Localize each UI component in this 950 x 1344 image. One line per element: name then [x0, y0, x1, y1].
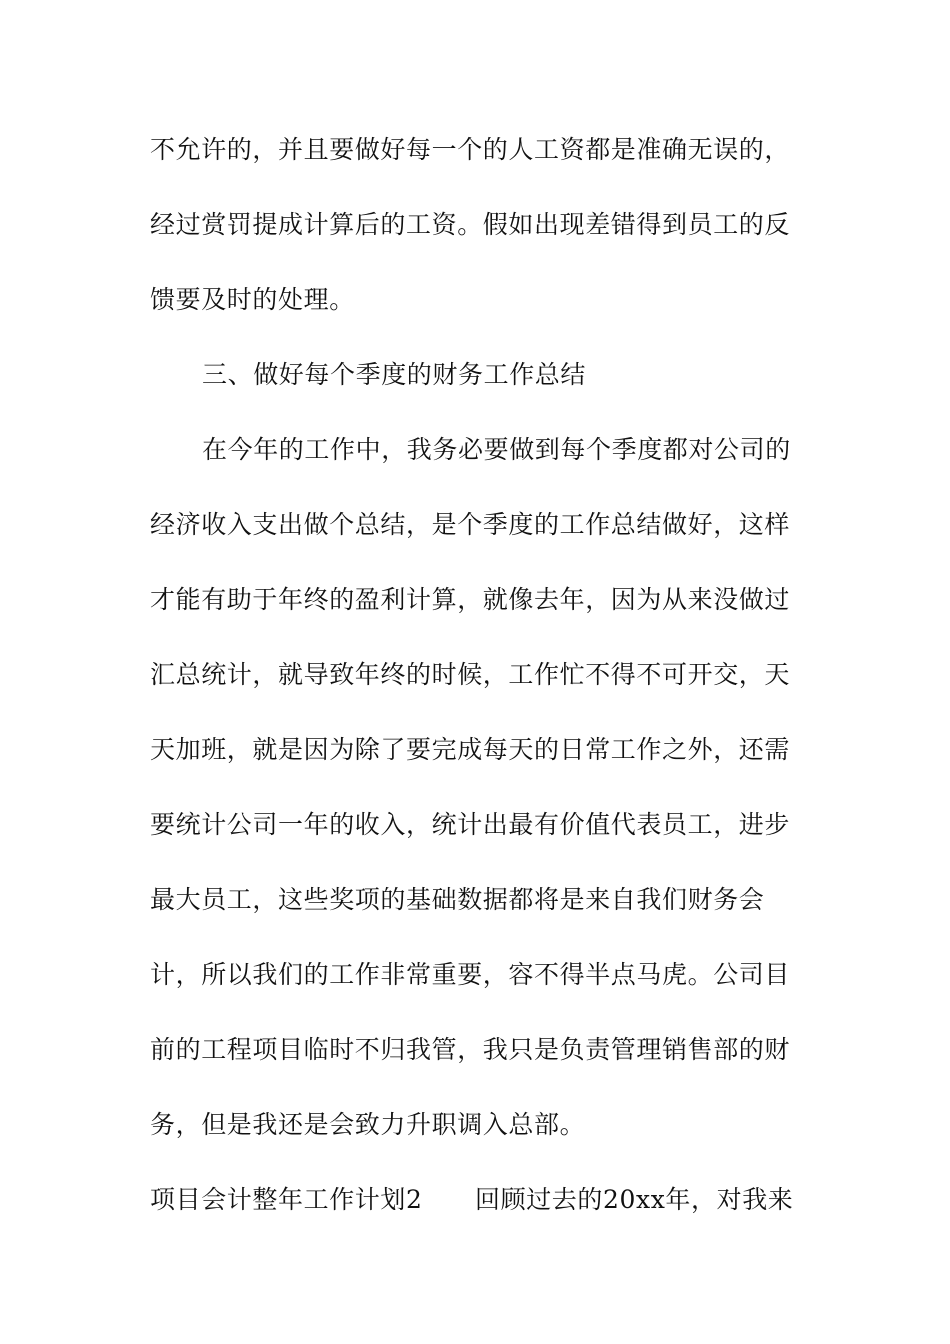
next-section-line — [150, 1180, 800, 1220]
next-document-intro: 回顾过去的20xx年，对我来 — [475, 1185, 794, 1214]
paragraph-line: 计，所以我们的工作非常重要，容不得半点马虎。公司目 — [150, 960, 791, 989]
paragraph-line: 经济收入支出做个总结，是个季度的工作总结做好，这样 — [150, 510, 791, 539]
paragraph-line: 不允许的，并且要做好每一个的人工资都是准确无误的， — [150, 135, 791, 164]
paragraph-line: 前的工程项目临时不归我管，我只是负责管理销售部的财 — [150, 1035, 791, 1064]
paragraph-line: 务，但是我还是会致力升职调入总部。 — [150, 1110, 586, 1139]
paragraph-line: 馈要及时的处理。 — [150, 285, 355, 314]
section-heading: 三、做好每个季度的财务工作总结 — [202, 360, 587, 389]
paragraph-line: 要统计公司一年的收入，统计出最有价值代表员工，进步 — [150, 810, 791, 839]
paragraph-line: 最大员工，这些奖项的基础数据都将是来自我们财务会 — [150, 885, 765, 914]
next-document-title: 项目会计整年工作计划2 — [150, 1185, 423, 1214]
paragraph-line: 天加班，就是因为除了要完成每天的日常工作之外，还需 — [150, 735, 791, 764]
paragraph-line: 汇总统计，就导致年终的时候，工作忙不得不可开交，天 — [150, 660, 791, 689]
paragraph-line: 在今年的工作中，我务必要做到每个季度都对公司的 — [202, 435, 791, 464]
paragraph-line: 经过赏罚提成计算后的工资。假如出现差错得到员工的反 — [150, 210, 791, 239]
paragraph-line: 才能有助于年终的盈利计算，就像去年，因为从来没做过 — [150, 585, 791, 614]
